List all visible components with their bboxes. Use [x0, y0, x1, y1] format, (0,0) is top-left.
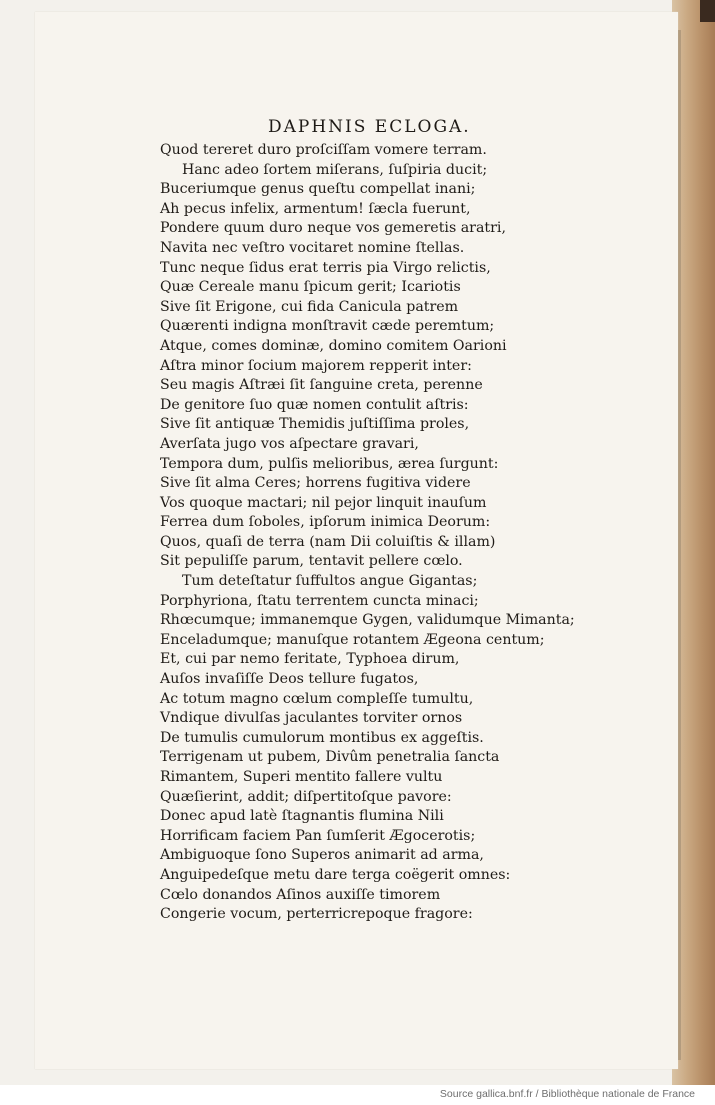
poem-line: Tempora dum, pulſis melioribus, ærea ſurgunt:	[160, 455, 499, 472]
poem-text	[160, 141, 670, 925]
poem-line: Vndique divulſas jaculantes torviter ornos	[160, 710, 463, 727]
poem-line: Buceriumque genus queſtu compellat inani;	[160, 181, 476, 198]
poem-line: Anguipedeſque metu dare terga coëgerit omnes:	[160, 866, 511, 883]
poem-line: Rhœcumque; immanemque Gygen, validumque Mimanta;	[160, 612, 575, 629]
poem-line: Ah pecus infelix, armentum! ſæcla fuerunt,	[160, 200, 471, 217]
poem-line: Averſata jugo vos aſpectare gravari,	[160, 435, 419, 452]
poem-line: De tumulis cumulorum montibus ex aggeſtis.	[160, 729, 484, 746]
poem-line: Horrificam faciem Pan ſumſerit Ægocerotis;	[160, 827, 476, 844]
poem-line: Ac totum magno cœlum compleſſe tumultu,	[160, 690, 474, 707]
poem-line: Sive ſit antiquæ Themidis juſtiſſima proles,	[160, 416, 470, 433]
poem-line: Hanc adeo ſortem miſerans, ſuſpiria ducit;	[182, 161, 488, 178]
poem-line: Quærenti indigna monſtravit cæde peremtum;	[160, 318, 495, 335]
poem-line: Quæſierint, addit; diſpertitoſque pavore:	[160, 788, 452, 805]
poem-line: De genitore ſuo quæ nomen contulit aſtris:	[160, 396, 469, 413]
running-title: DAPHNIS ECLOGA.	[268, 117, 471, 137]
binding-shadow	[700, 0, 715, 22]
poem-line: Congerie vocum, perterricrepoque fragore:	[160, 906, 473, 923]
poem-line: Pondere quum duro neque vos gemeretis aratri,	[160, 220, 506, 237]
poem-line: Quos, quaſi de terra (nam Dii coluiſtis & illam)	[160, 533, 496, 550]
poem-line: Terrigenam ut pubem, Divûm penetralia ſancta	[160, 749, 500, 766]
poem-line: Quæ Cereale manu ſpicum gerit; Icariotis	[160, 279, 461, 296]
poem-line: Porphyriona, ſtatu terrentem cuncta minaci;	[160, 592, 479, 609]
poem-line: Ferrea dum ſoboles, ipſorum inimica Deorum:	[160, 514, 491, 531]
poem-line: Enceladumque; manuſque rotantem Ægeona centum;	[160, 631, 545, 648]
poem-line: Vos quoque mactari; nil pejor linquit inauſum	[160, 494, 487, 511]
poem-line: Auſos invaſiſſe Deos tellure fugatos,	[160, 671, 419, 688]
poem-line: Et, cui par nemo feritate, Typhoea dirum,	[160, 651, 460, 668]
poem-line: Sive ſit alma Ceres; horrens fugitiva videre	[160, 475, 471, 492]
poem-line: Ambiguoque ſono Superos animarit ad arma,	[160, 847, 484, 864]
poem-line: Sive ſit Erigone, cui fida Canicula patrem	[160, 298, 459, 315]
page-edge	[678, 30, 681, 1060]
poem-line: Navita nec veſtro vocitaret nomine ſtellas.	[160, 239, 465, 256]
poem-line: Aſtra minor ſocium majorem repperit inter:	[160, 357, 472, 374]
poem-line: Cœlo donandos Aſinos auxiſſe timorem	[160, 886, 441, 903]
poem-line: Tunc neque ſidus erat terris pia Virgo relictis,	[160, 259, 491, 276]
poem-line: Sit pepuliſſe parum, tentavit pellere cœlo.	[160, 553, 463, 570]
poem-line: Atque, comes dominæ, domino comitem Oarioni	[160, 337, 507, 354]
source-credit: Source gallica.bnf.fr / Bibliothèque nationale de France	[439, 1088, 695, 1100]
poem-line: Tum deteſtatur ſuffultos angue Gigantas;	[182, 573, 478, 590]
poem-line: Seu magis Aſtræi ſit ſanguine creta, perenne	[160, 377, 483, 394]
poem-line: Rimantem, Superi mentito fallere vultu	[160, 769, 443, 785]
poem-line: Quod tereret duro proſciſſam vomere terram.	[160, 142, 487, 158]
poem-line: Donec apud latè ſtagnantis flumina Nili	[160, 808, 444, 825]
